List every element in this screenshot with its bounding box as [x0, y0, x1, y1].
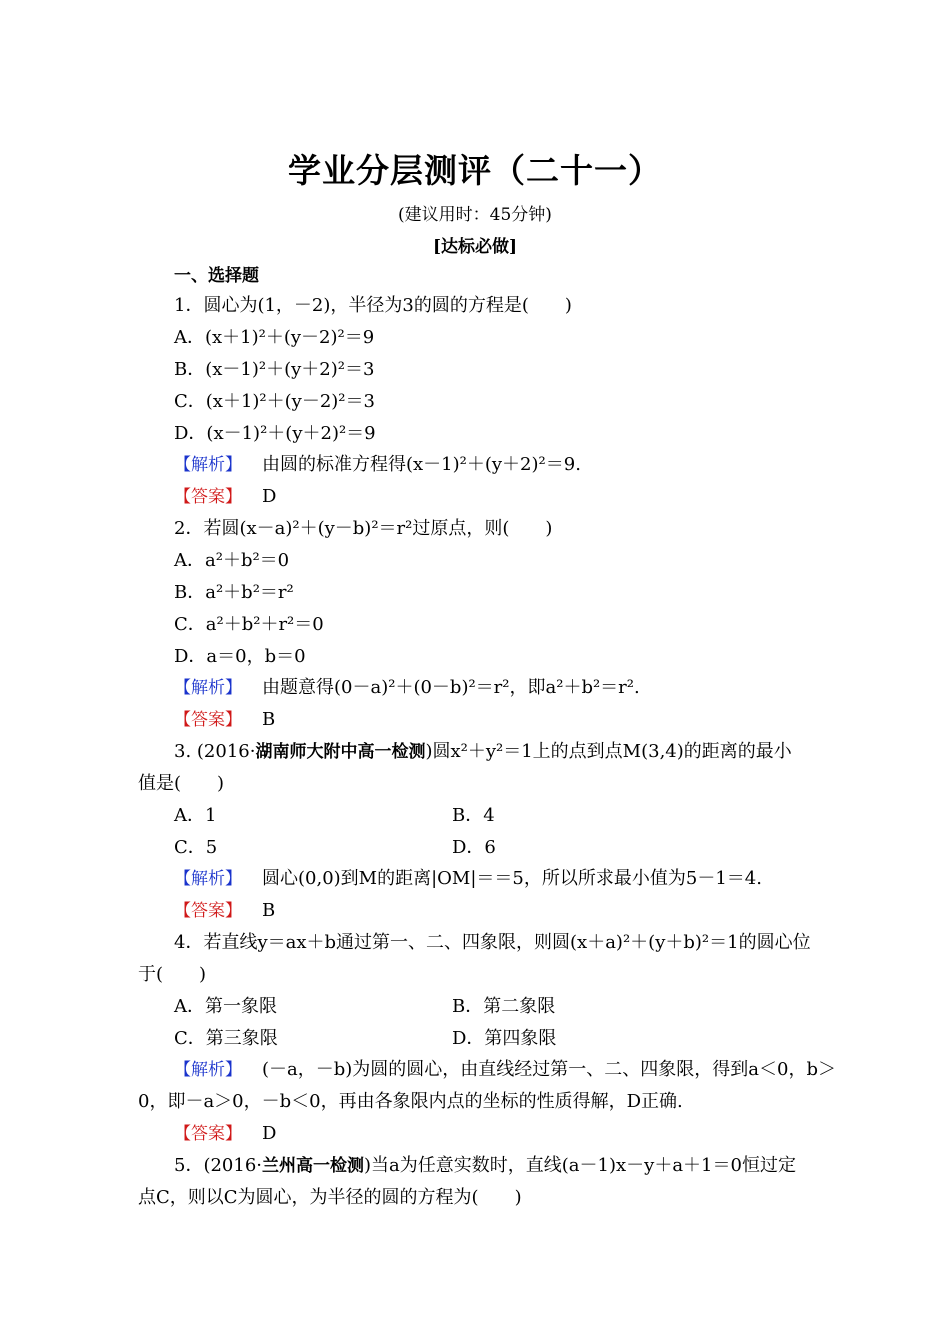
- q1-analysis: [174, 453, 581, 477]
- q4-answer: [174, 1122, 276, 1146]
- q2-option-d: D．a＝0，b＝0: [174, 646, 306, 667]
- analysis-label: 【解析】: [174, 455, 242, 475]
- q1-stem: 1．圆心为(1，－2)，半径为3的圆的方程是( ): [174, 295, 572, 316]
- analysis-label: 【解析】: [174, 869, 242, 889]
- q3-source: 湖南师大附中高一检测: [255, 742, 426, 762]
- time-suggestion: (建议用时：45分钟): [398, 205, 552, 225]
- q1-answer: [174, 485, 276, 509]
- answer-label: 【答案】: [174, 487, 242, 507]
- q5-source: 兰州高一检测: [262, 1156, 365, 1176]
- q2-stem: 2．若圆(x－a)²＋(y－b)²＝r²过原点，则( ): [174, 518, 553, 539]
- q4-analysis-line2: 0，即－a＞0，－b＜0，再由各象限内点的坐标的性质得解，D正确.: [138, 1091, 683, 1112]
- q5-stem-text: )当a为任意实数时，直线(a－1)x－y＋a＋1＝0恒过定: [364, 1155, 796, 1176]
- q2-analysis: [174, 676, 640, 700]
- q1-option-c: C．(x＋1)²＋(y－2)²＝3: [174, 391, 375, 412]
- q1-option-a: A．(x＋1)²＋(y－2)²＝9: [174, 327, 375, 348]
- analysis-label: 【解析】: [174, 678, 242, 698]
- q4-option-d: D．第四象限: [452, 1028, 557, 1049]
- answer-label: 【答案】: [174, 1124, 242, 1144]
- section-heading: 一、选择题: [174, 266, 259, 286]
- q5-stem-line2: 点C，则以C为圆心，为半径的圆的方程为( ): [138, 1187, 522, 1208]
- q5-stem: [174, 1154, 796, 1178]
- q3-analysis: [174, 867, 762, 891]
- q3-answer-value: B: [262, 900, 276, 921]
- q1-option-b: B．(x－1)²＋(y＋2)²＝3: [174, 359, 375, 380]
- q3-answer: [174, 899, 275, 923]
- q3-stem: [174, 740, 792, 764]
- analysis-label: 【解析】: [174, 1060, 242, 1080]
- q3-option-a: A．1: [174, 805, 217, 826]
- q3-option-b: B．4: [452, 805, 495, 826]
- q2-answer: [174, 708, 275, 732]
- q4-option-b: B．第二象限: [452, 996, 556, 1017]
- q5-prefix: 5．(2016·: [174, 1155, 263, 1176]
- q4-option-c: C．第三象限: [174, 1028, 278, 1049]
- q2-option-c: C．a²＋b²＋r²＝0: [174, 614, 324, 635]
- answer-label: 【答案】: [174, 710, 242, 730]
- q3-option-d: D．6: [452, 837, 496, 858]
- q3-option-c: C．5: [174, 837, 218, 858]
- q4-stem: 4．若直线y＝ax＋b通过第一、二、四象限，则圆(x＋a)²＋(y＋b)²＝1的圆心位: [174, 932, 811, 953]
- q3-analysis-text: 圆心(0,0)到M的距离|OM|＝＝5，所以所求最小值为5－1＝4.: [262, 868, 762, 889]
- q4-option-a: A．第一象限: [174, 996, 277, 1017]
- q2-answer-value: B: [262, 709, 276, 730]
- q4-answer-value: D: [262, 1123, 277, 1144]
- q4-analysis-text: (－a，－b)为圆的圆心，由直线经过第一、二、四象限，得到a＜0，b＞: [262, 1059, 837, 1080]
- q1-analysis-text: 由圆的标准方程得(x－1)²＋(y＋2)²＝9.: [262, 454, 581, 475]
- q2-option-a: A．a²＋b²＝0: [174, 550, 290, 571]
- q2-analysis-text: 由题意得(0－a)²＋(0－b)²＝r²，即a²＋b²＝r².: [262, 677, 640, 698]
- q3-prefix: 3. (2016·: [174, 741, 256, 762]
- page-title: 学业分层测评（二十一）: [288, 151, 662, 190]
- q1-option-d: D．(x－1)²＋(y＋2)²＝9: [174, 423, 376, 444]
- q4-stem-line2: 于( ): [138, 964, 207, 985]
- q3-stem-text: )圆x²＋y²＝1上的点到点M(3,4)的距离的最小: [425, 741, 792, 762]
- q1-answer-value: D: [262, 486, 277, 507]
- q4-analysis: [174, 1058, 836, 1082]
- answer-label: 【答案】: [174, 901, 242, 921]
- q3-stem-line2: 值是( ): [138, 773, 225, 794]
- q2-option-b: B．a²＋b²＝r²: [174, 582, 294, 603]
- level-tag: [达标必做]: [432, 237, 518, 257]
